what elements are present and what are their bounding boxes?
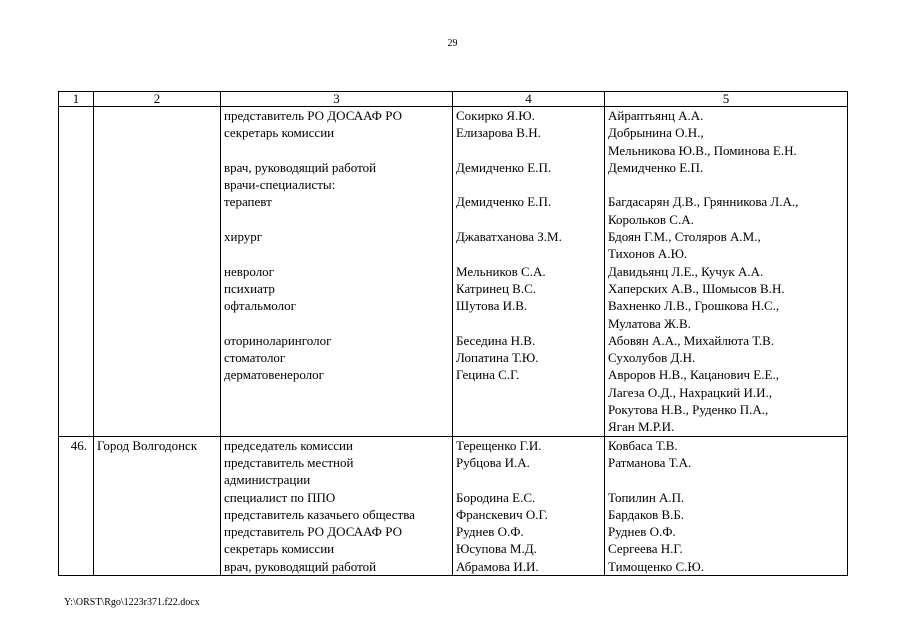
cell-territory: Город Волгодонск: [94, 436, 221, 575]
cell-reserve-members: [605, 436, 848, 575]
blank-line: [608, 176, 844, 193]
cell-line: Яган М.Р.И.: [608, 419, 675, 435]
blank-line: [456, 176, 601, 193]
cell-line: Франскевич О.Г.: [456, 506, 548, 522]
cell-line: Джаватханова З.М.: [456, 229, 562, 245]
cell-line: Авроров Н.В., Кацанович Е.Е.,: [608, 367, 779, 383]
cell-line: Лагеза О.Д., Нахрацкий И.И.,: [608, 384, 772, 400]
header-col-2: 2: [94, 92, 221, 107]
cell-line: Гецина С.Г.: [456, 367, 520, 383]
cell-line: представитель казачьего общества: [224, 506, 415, 522]
table-row-continuation: [59, 107, 848, 437]
cell-line: Беседина Н.В.: [456, 332, 536, 348]
cell-line: администрации: [224, 472, 311, 488]
cell-line: Мельников С.А.: [456, 263, 546, 279]
cell-line: Ковбаса Т.В.: [608, 437, 678, 453]
cell-line: Айраптьянц А.А.: [608, 108, 704, 123]
cell-line: председатель комиссии: [224, 437, 353, 453]
blank-line: [224, 245, 449, 262]
cell-line: Абовян А.А., Михайлюта Т.В.: [608, 332, 775, 348]
cell-line: Мельникова Ю.В., Поминова Е.Н.: [608, 142, 797, 158]
header-row: [59, 92, 848, 107]
cell-line: Лопатина Т.Ю.: [456, 350, 539, 366]
cell-line: Шутова И.В.: [456, 298, 528, 314]
cell-members: [453, 436, 605, 575]
cell-line: представитель РО ДОСААФ РО: [224, 524, 402, 540]
cell-line: Руднев О.Ф.: [608, 524, 676, 540]
cell-line: стоматолог: [224, 350, 286, 366]
cell-line: Бдоян Г.М., Столяров А.М.,: [608, 229, 761, 245]
cell-line: Абрамова И.И.: [456, 558, 539, 574]
cell-line: Демидченко Е.П.: [456, 159, 552, 175]
blank-line: [224, 142, 449, 159]
cell-line: Катринец В.С.: [456, 280, 537, 296]
page-number: 29: [447, 38, 458, 49]
cell-line: Сухолубов Д.Н.: [608, 350, 696, 366]
cell-line: Сокирко Я.Ю.: [456, 108, 535, 123]
cell-line: Бардаков В.Б.: [608, 506, 685, 522]
cell-positions: [221, 436, 453, 575]
cell-line: Рокутова Н.В., Руденко П.А.,: [608, 402, 769, 418]
blank-line: [456, 315, 601, 332]
header-col-1: 1: [59, 92, 94, 107]
cell-line: врач, руководящий работой: [224, 159, 377, 175]
cell-line: Терещенко Г.И.: [456, 437, 542, 453]
cell-line: Тихонов А.Ю.: [608, 246, 688, 262]
cell-line: секретарь комиссии: [224, 125, 335, 141]
cell-reserve-members: [605, 107, 848, 437]
cell-number: [59, 107, 94, 437]
cell-line: врач, руководящий работой: [224, 558, 377, 574]
table-row-46: [59, 436, 848, 575]
cell-line: невролог: [224, 263, 275, 279]
cell-line: Тимощенко С.Ю.: [608, 558, 704, 574]
cell-line: представитель местной: [224, 454, 354, 470]
cell-line: специалист по ППО: [224, 489, 336, 505]
cell-positions: [221, 107, 453, 437]
cell-line: Демидченко Е.П.: [456, 194, 552, 210]
cell-line: секретарь комиссии: [224, 541, 335, 557]
cell-line: врачи-специалисты:: [224, 177, 336, 193]
cell-line: оториноларинголог: [224, 332, 332, 348]
cell-members: [453, 107, 605, 437]
header-col-4: 4: [453, 92, 605, 107]
cell-line: Корольков С.А.: [608, 211, 694, 227]
cell-line: Багдасарян Д.В., Грянникова Л.А.,: [608, 194, 799, 210]
blank-line: [456, 471, 601, 488]
cell-line: Вахненко Л.В., Грошкова Н.С.,: [608, 298, 780, 314]
blank-line: [456, 142, 601, 159]
cell-line: психиатр: [224, 280, 275, 296]
cell-line: хирург: [224, 229, 263, 245]
cell-line: Рубцова И.А.: [456, 454, 530, 470]
cell-line: терапевт: [224, 194, 272, 210]
cell-line: Сергеева Н.Г.: [608, 541, 683, 557]
file-path-footer: Y:\ORST\Rgo\1223r371.f22.docx: [64, 597, 200, 608]
blank-line: [608, 471, 844, 488]
cell-line: Руднев О.Ф.: [456, 524, 524, 540]
commission-table: [58, 91, 848, 576]
cell-line: Демидченко Е.П.: [608, 159, 704, 175]
cell-number: 46.: [59, 436, 94, 575]
cell-line: Бородина Е.С.: [456, 489, 536, 505]
cell-line: Добрынина О.Н.,: [608, 125, 704, 141]
blank-line: [224, 211, 449, 228]
cell-line: Елизарова В.Н.: [456, 125, 541, 141]
cell-line: представитель РО ДОСААФ РО: [224, 108, 402, 123]
blank-line: [456, 211, 601, 228]
blank-line: [224, 315, 449, 332]
cell-line: Хаперских А.В., Шомысов В.Н.: [608, 280, 785, 296]
cell-line: Ратманова Т.А.: [608, 454, 692, 470]
cell-line: офтальмолог: [224, 298, 296, 314]
cell-territory: [94, 107, 221, 437]
cell-line: Топилин А.П.: [608, 489, 685, 505]
cell-line: Давидьянц Л.Е., Кучук А.А.: [608, 263, 764, 279]
cell-line: дерматовенеролог: [224, 367, 324, 383]
header-col-3: 3: [221, 92, 453, 107]
blank-line: [456, 245, 601, 262]
cell-line: Мулатова Ж.В.: [608, 315, 691, 331]
cell-line: Юсупова М.Д.: [456, 541, 537, 557]
header-col-5: 5: [605, 92, 848, 107]
